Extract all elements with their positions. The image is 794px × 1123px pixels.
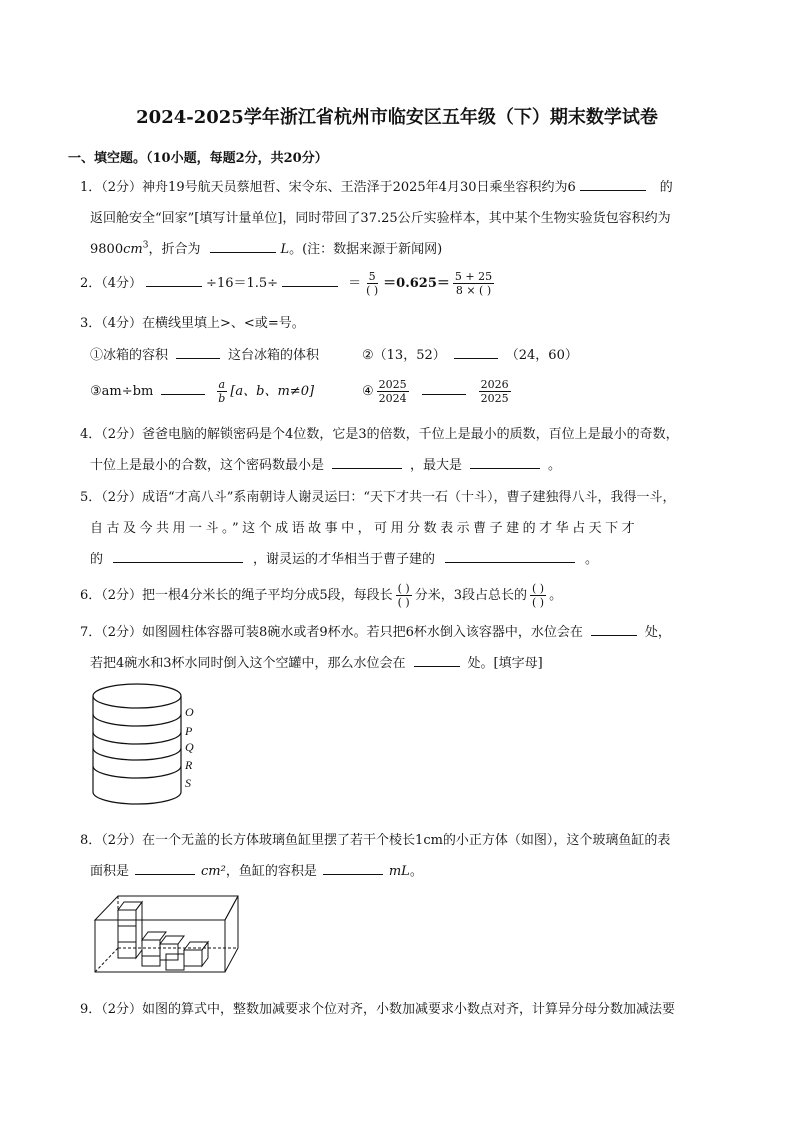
q3-item3-b: [a、b、m≠0] [230, 384, 315, 399]
q3-blank-2[interactable] [454, 346, 498, 359]
q3-item1-b: 这台冰箱的体积 [228, 348, 320, 363]
q4-text-b2: ，最大是 [410, 458, 463, 473]
q3-item3-frac-den: b [218, 392, 226, 405]
q8-text-b3: 。 [409, 864, 423, 879]
cylinder-top [93, 684, 181, 708]
cube [142, 956, 160, 966]
q6-frac-1-num[interactable]: ( ) [397, 582, 410, 595]
q1-value: 9800 [90, 242, 124, 257]
label-q: Q [185, 740, 194, 754]
q3-item3-frac [216, 378, 227, 405]
q1-blank-liters[interactable] [210, 240, 276, 253]
cylinder-bottom [93, 792, 181, 804]
q2-blank-2[interactable] [282, 274, 338, 287]
q4-text-b3: 。 [548, 458, 562, 473]
q3-item4 [362, 378, 514, 405]
q1-line1 [80, 176, 673, 195]
q1-text-a2: 的 [659, 180, 673, 195]
q5-text-c3: 。 [585, 552, 599, 567]
q6-text-c: 。 [549, 588, 563, 603]
q5-blank-2[interactable] [445, 550, 575, 563]
q6-line [80, 582, 562, 609]
cube [160, 944, 178, 960]
q5-line2: 自古及今共用一斗。”这个成语故事中，可用分数表示曹子建的才华占天下才 [90, 521, 639, 536]
q9-line1: 9．（2分）如图的算式中，整数加减要求个位对齐，小数加减要求小数点对齐，计算异分母分数加减法要 [80, 1002, 676, 1017]
q6-text-b: 分米，3段占总长的 [414, 588, 527, 603]
cylinder-figure [85, 680, 215, 810]
q3-item4-frac1 [377, 378, 409, 405]
q3-item2 [362, 344, 578, 363]
level-o-line [93, 714, 181, 726]
label-o: O [185, 705, 194, 719]
label-r: R [185, 758, 193, 772]
q6-text-a: 6．（2分）把一根4分米长的绳子平均分成5段，每段长 [80, 588, 393, 603]
cube-stack [118, 902, 208, 970]
cube [184, 950, 202, 966]
q1-blank-unit[interactable] [580, 178, 646, 191]
q3-blank-3[interactable] [161, 382, 205, 395]
cube-side [136, 902, 142, 958]
q8-line1: 8．（2分）在一个无盖的长方体玻璃鱼缸里摆了若干个棱长1cm的小正方体（如图），这个玻璃鱼缸的表 [80, 833, 671, 848]
q7-text-a1: 7．（2分）如图圆柱体容器可装8碗水或者9杯水。若只把6杯水倒入该容器中，水位会在 [80, 625, 583, 640]
q3-item3-frac-num: a [218, 378, 226, 391]
q4-blank-max[interactable] [470, 456, 540, 469]
q1-line2: 返回舱安全“回家”[填写计量单位]，同时带回了37.25公斤实验样本，其中某个生物实验货包容积约为 [90, 211, 671, 226]
q3-item3-a: ③am÷bm [90, 384, 154, 399]
q7-blank-1[interactable] [591, 623, 637, 636]
q2-text-b: ÷16＝1.5÷ [206, 276, 279, 291]
q7-line1 [80, 621, 671, 640]
q7-blank-2[interactable] [414, 654, 460, 667]
q7-text-b2: 处。[填字母] [467, 656, 543, 671]
q2-frac-2-num: 5 + 25 [454, 270, 493, 283]
q3-item4-a: ④ [362, 384, 374, 399]
q2-frac-2-den[interactable]: 8 × ( ) [455, 284, 492, 297]
q1-unit: cm [123, 242, 143, 257]
q2-frac-1 [364, 270, 380, 297]
q1-unit-sup: 3 [142, 240, 149, 251]
q3-item2-a: ②（13，52） [362, 348, 446, 363]
q5-text-c1: 的 [90, 552, 104, 567]
cube [118, 910, 136, 926]
cube-top [142, 932, 166, 940]
q5-blank-1[interactable] [113, 550, 243, 563]
q6-frac-2-num[interactable]: ( ) [531, 582, 545, 595]
q6-frac-2-den[interactable]: ( ) [531, 596, 545, 609]
q8-blank-volume[interactable] [323, 862, 383, 875]
exam-title: 2024-2025学年浙江省杭州市临安区五年级（下）期末数学试卷 [136, 107, 658, 128]
q1-text-a: 1．（2分）神舟19号航天员蔡旭哲、宋令东、王浩泽于2025年4月30日乘坐容积约为6 [80, 180, 576, 195]
tank-side [225, 896, 238, 972]
fish-tank-figure [90, 888, 250, 978]
q2-label: 2．（4分） [80, 276, 143, 291]
cube [166, 954, 184, 970]
q3-blank-4[interactable] [422, 382, 466, 395]
cube-side [202, 942, 208, 966]
q8-blank-area[interactable] [135, 862, 195, 875]
q4-text-b1: 十位上是最小的合数，这个密码数最小是 [90, 458, 325, 473]
q2-frac-1-den[interactable]: ( ) [366, 284, 379, 297]
q8-unit-2: mL [388, 864, 410, 879]
q3-line1: 3．（4分）在横线里填上>、<或=号。 [80, 316, 305, 331]
level-p-line [93, 732, 181, 744]
label-s: S [185, 776, 191, 790]
level-q-line [93, 748, 181, 760]
tank-top [95, 896, 238, 920]
q3-item1-a: ①冰箱的容积 [90, 348, 169, 363]
label-p: P [185, 724, 193, 738]
q5-text-c2: ，谢灵运的才华相当于曹子建的 [253, 552, 436, 567]
q4-line2 [90, 454, 561, 473]
q3-item4-frac2 [479, 378, 511, 405]
q2-blank-1[interactable] [146, 274, 202, 287]
q7-text-b1: 若把4碗水和3杯水同时倒入这个空罐中，那么水位会在 [90, 656, 406, 671]
q2-frac-2 [453, 270, 494, 297]
q8-text-b1: 面积是 [90, 864, 130, 879]
q7-text-a2: 处， [644, 625, 671, 640]
q8-text-b2: ，鱼缸的容积是 [225, 864, 317, 879]
q5-line1: 5．（2分）成语“才高八斗”系南朝诗人谢灵运曰：“天下才共一石（十斗），曹子建独得八斗，我得一斗， [80, 490, 676, 505]
q3-item3 [90, 378, 314, 405]
q2-eq: ＝ [348, 276, 362, 291]
q1-line3 [90, 238, 442, 257]
q8-line2 [90, 860, 423, 879]
q7-line2 [90, 652, 543, 671]
q4-blank-min[interactable] [332, 456, 402, 469]
q3-item4-frac2-num: 2026 [480, 378, 509, 391]
tank-hidden-edge-d [95, 948, 118, 972]
cube [118, 942, 136, 958]
cube-top [160, 936, 184, 944]
level-r-line [93, 766, 181, 778]
q6-frac-1-den[interactable]: ( ) [397, 596, 410, 609]
q8-unit-1: cm² [201, 864, 226, 879]
q3-blank-1[interactable] [176, 346, 220, 359]
q2-text-d: ＝0.625＝ [383, 276, 450, 291]
q3-item1 [90, 344, 319, 363]
q6-frac-2[interactable] [530, 582, 546, 609]
q3-item4-frac1-num: 2025 [378, 378, 407, 391]
q4-line1: 4．（2分）爸爸电脑的解锁密码是个4位数，它是3的倍数，千位上是最小的质数，百位上是最小的奇数， [80, 427, 679, 442]
q1-text-c2: ，折合为 [148, 242, 201, 257]
q5-line3 [90, 548, 598, 567]
q2-line [80, 270, 497, 297]
q1-note: 。(注：数据来源于新闻网) [289, 242, 443, 257]
q2-frac-1-num: 5 [368, 270, 376, 283]
cube [118, 926, 136, 942]
section-heading: 一、填空题。（10小题，每题2分，共20分） [68, 151, 328, 166]
q3-item4-frac2-den: 2025 [480, 392, 509, 405]
q6-frac-1[interactable] [396, 582, 412, 609]
q1-liter: L [280, 242, 290, 257]
q3-item4-frac1-den: 2024 [378, 392, 407, 405]
q3-item2-b: （24，60） [505, 348, 578, 363]
